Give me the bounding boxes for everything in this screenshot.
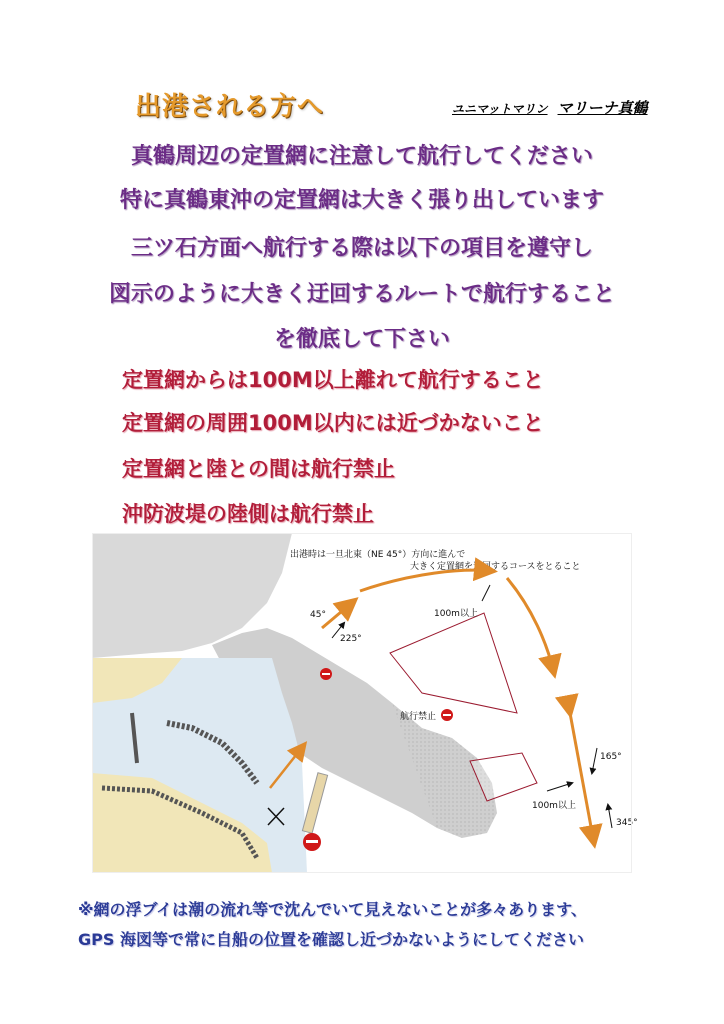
label-45: 45° bbox=[310, 610, 326, 620]
footer-note-1: ※網の浮ブイは潮の流れ等で沈んでいて見えないことが多々あります、 bbox=[78, 900, 587, 919]
no-entry-icon bbox=[320, 668, 332, 680]
navigation-map bbox=[92, 533, 638, 873]
label-100m-bottom: 100m以上 bbox=[532, 801, 576, 811]
intro-line-3: 三ツ石方面へ航行する際は以下の項目を遵守し bbox=[130, 236, 593, 261]
map-instruction-2: 大きく定置網を迂回するコースをとること bbox=[410, 562, 581, 572]
footer-note-2: GPS 海図等で常に自船の位置を確認し近づかないようにしてください bbox=[78, 930, 584, 949]
label-165: 165° bbox=[600, 752, 622, 762]
intro-line-4: 図示のように大きく迂回するルートで航行すること bbox=[108, 282, 615, 307]
label-225: 225° bbox=[340, 634, 362, 644]
rule-1: 定置網からは100M以上離れて航行すること bbox=[122, 368, 544, 392]
label-345: 345° bbox=[616, 818, 638, 828]
intro-line-5: を徹底して下さい bbox=[273, 327, 450, 352]
label-100m-top: 100m以上 bbox=[434, 609, 478, 619]
no-entry-icon bbox=[303, 833, 321, 851]
brand-name bbox=[452, 97, 648, 118]
page-title: 出港される方へ bbox=[135, 92, 325, 122]
rule-2: 定置網の周囲100M以内には近づかないこと bbox=[122, 411, 544, 435]
intro-line-2: 特に真鶴東沖の定置網は大きく張り出しています bbox=[119, 188, 604, 213]
intro-line-1: 真鶴周辺の定置網に注意して航行してください bbox=[130, 144, 593, 169]
rule-4: 沖防波堤の陸側は航行禁止 bbox=[122, 502, 374, 526]
label-navigation-prohibited: 航行禁止 bbox=[400, 712, 437, 722]
rule-3: 定置網と陸との間は航行禁止 bbox=[122, 457, 395, 481]
map-instruction-1: 出港時は一旦北東（NE 45°）方向に進んで bbox=[290, 550, 466, 560]
brand-company: ユニマットマリン bbox=[452, 102, 548, 116]
brand-marina: マリーナ真鶴 bbox=[557, 99, 648, 117]
no-entry-icon bbox=[441, 709, 453, 721]
